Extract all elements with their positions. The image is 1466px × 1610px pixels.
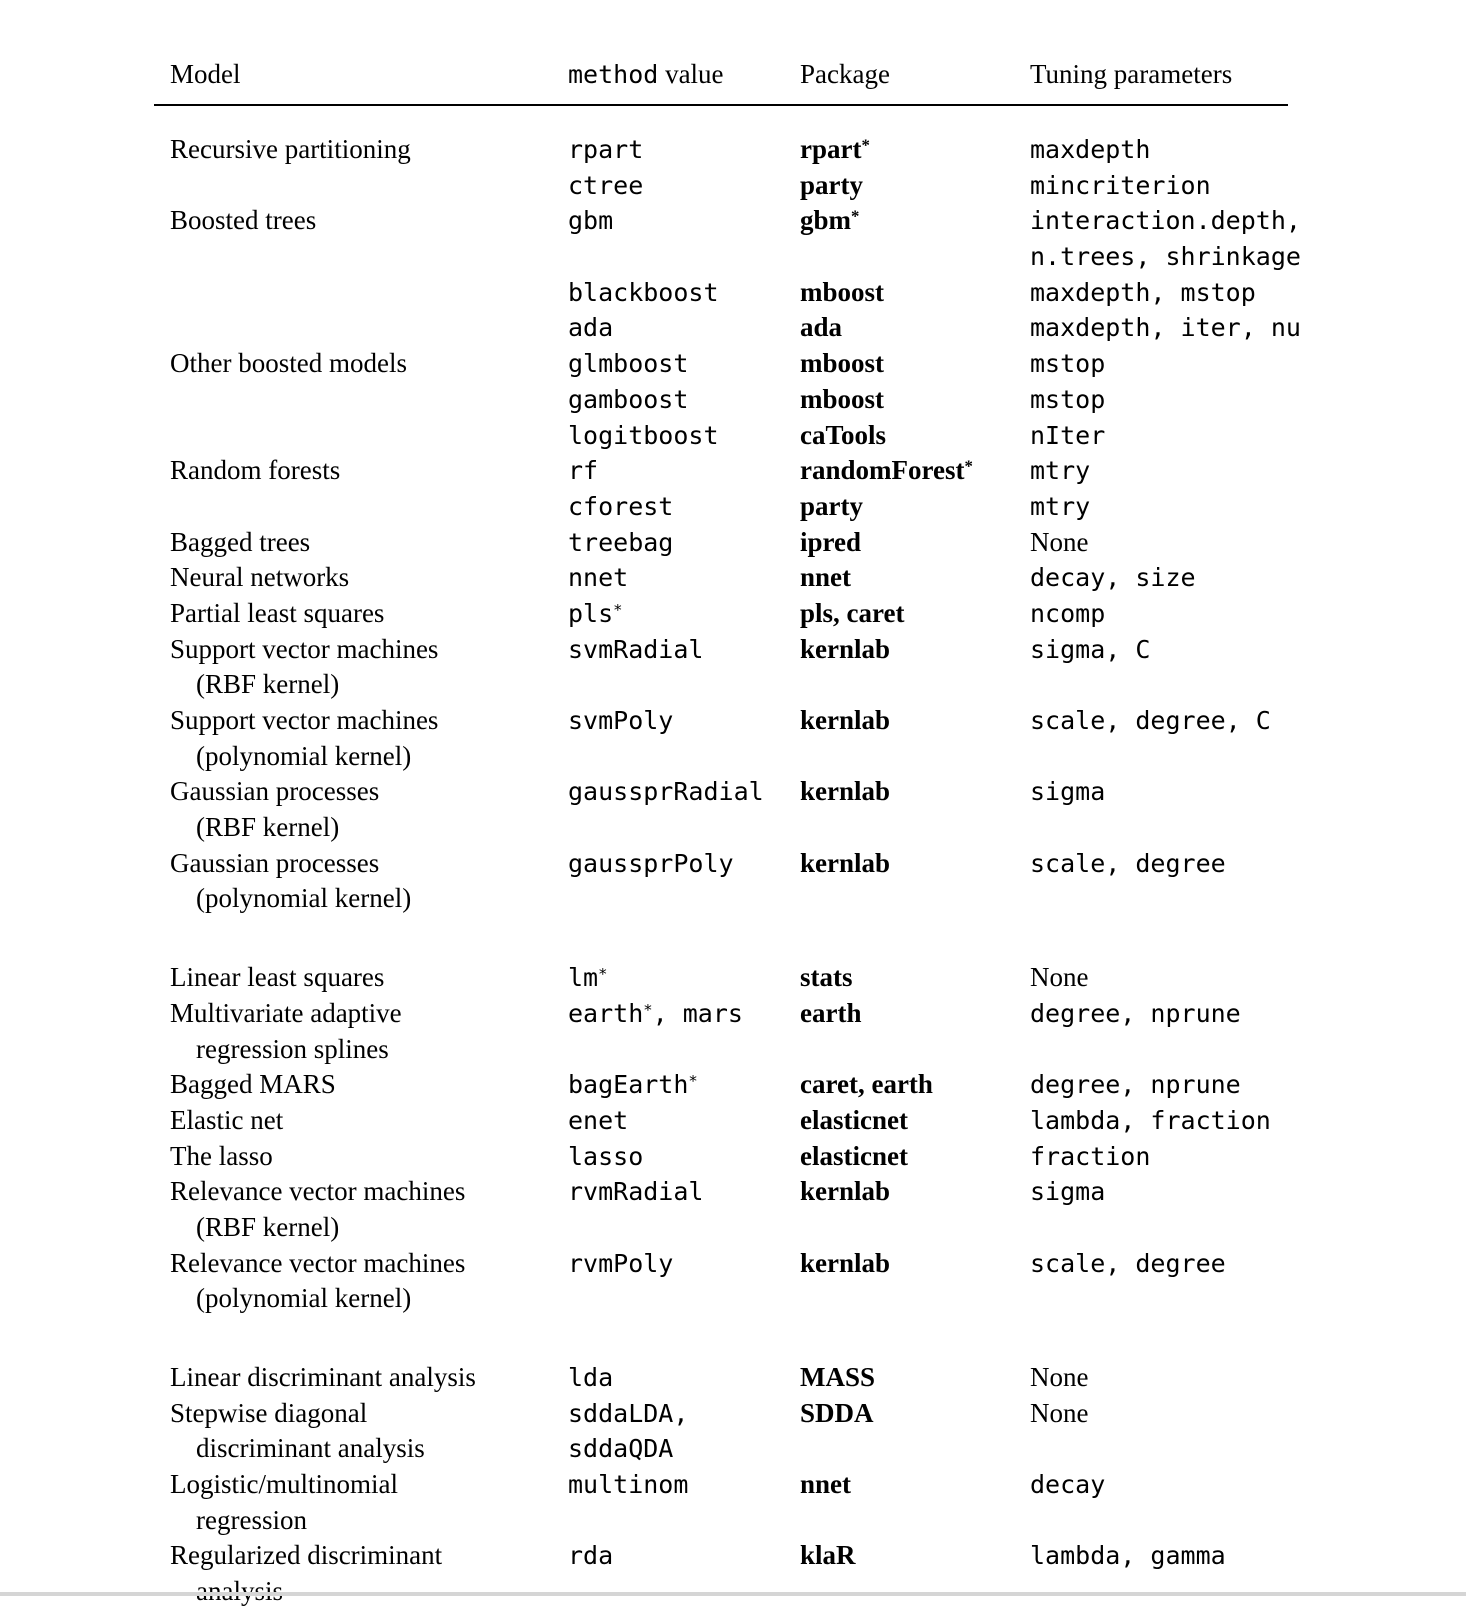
tuning-line: None	[1030, 1397, 1089, 1428]
package-line: randomForest*	[800, 455, 973, 486]
table-row	[170, 1067, 1466, 1103]
package-cell	[800, 1139, 1030, 1175]
model-cell	[170, 846, 568, 917]
package-line: party	[800, 169, 863, 200]
header-method-mono: method	[568, 60, 659, 89]
method-cell	[568, 774, 800, 845]
model-line: Gaussian processes	[170, 776, 380, 807]
package-cell	[800, 203, 1030, 274]
tuning-cell	[1030, 203, 1460, 274]
model-line: Recursive partitioning	[170, 134, 411, 164]
method-line: sddaQDA	[568, 1434, 674, 1464]
method-cell	[568, 489, 800, 525]
method-line: treebag	[568, 527, 674, 557]
table-row	[170, 632, 1466, 703]
package-cell	[800, 596, 1030, 632]
table-row	[170, 1246, 1466, 1317]
method-cell	[568, 346, 800, 382]
table-row	[170, 703, 1466, 774]
tuning-cell	[1030, 418, 1460, 454]
tuning-line: lambda, gamma	[1030, 1541, 1226, 1571]
method-line: nnet	[568, 563, 629, 593]
method-line: lda	[568, 1363, 614, 1392]
tuning-line: n.trees, shrinkage	[1030, 242, 1301, 272]
tuning-cell	[1030, 996, 1460, 1067]
package-cell	[800, 1067, 1030, 1103]
tuning-line: mtry	[1030, 491, 1091, 521]
package-line: ada	[800, 312, 843, 343]
tuning-line: None	[1030, 1362, 1089, 1392]
tuning-line: ncomp	[1030, 598, 1106, 628]
tuning-line: lambda, fraction	[1030, 1105, 1271, 1135]
method-line: logitboost	[568, 420, 719, 450]
tuning-cell	[1030, 1538, 1460, 1609]
method-line: ada	[568, 313, 614, 343]
tuning-cell	[1030, 275, 1460, 311]
method-line: multinom	[568, 1470, 689, 1500]
model-cell	[170, 275, 568, 311]
model-cell	[170, 453, 568, 489]
table-row	[170, 418, 1466, 454]
table-row	[170, 453, 1466, 489]
package-cell	[800, 1246, 1030, 1317]
method-cell	[568, 1067, 800, 1103]
tuning-line: degree, nprune	[1030, 998, 1241, 1028]
tuning-cell	[1030, 310, 1460, 346]
tuning-cell	[1030, 1139, 1460, 1175]
method-cell	[568, 203, 800, 274]
model-cell	[170, 489, 568, 525]
package-line: kernlab	[800, 847, 891, 878]
table-row	[170, 489, 1466, 525]
method-line: svmPoly	[568, 706, 674, 735]
tuning-cell	[1030, 1103, 1460, 1139]
model-cell	[170, 1246, 568, 1317]
package-line: ipred	[800, 526, 862, 557]
table-row	[170, 275, 1466, 311]
tuning-line: mincriterion	[1030, 170, 1211, 200]
package-line: pls, caret	[800, 597, 905, 628]
model-line: Support vector machines	[170, 705, 439, 735]
package-line: caret, earth	[800, 1069, 933, 1100]
package-line: rpart*	[800, 134, 870, 164]
header-tuning: Tuning parameters	[1030, 59, 1233, 89]
tuning-line: scale, degree	[1030, 848, 1226, 878]
method-cell	[568, 596, 800, 632]
model-cell	[170, 168, 568, 204]
tuning-cell	[1030, 846, 1460, 917]
method-cell	[568, 996, 800, 1067]
method-line: gaussprPoly	[568, 848, 734, 878]
method-cell	[568, 168, 800, 204]
header-method-value	[568, 56, 800, 97]
method-line: gbm	[568, 206, 614, 236]
package-cell	[800, 1396, 1030, 1467]
model-cell	[170, 632, 568, 703]
table-section	[170, 1360, 1466, 1610]
method-cell	[568, 1139, 800, 1175]
model-line: Linear discriminant analysis	[170, 1362, 476, 1392]
package-cell	[800, 489, 1030, 525]
method-cell	[568, 382, 800, 418]
model-cell	[170, 774, 568, 845]
model-cell	[170, 1103, 568, 1139]
model-cell	[170, 132, 568, 168]
table-row	[170, 525, 1466, 561]
package-line: mboost	[800, 348, 885, 379]
tuning-line: mtry	[1030, 456, 1091, 486]
table-row	[170, 596, 1466, 632]
table-row	[170, 1467, 1466, 1538]
method-cell	[568, 1360, 800, 1396]
tuning-line: degree, nprune	[1030, 1070, 1241, 1100]
method-cell	[568, 632, 800, 703]
model-line: (RBF kernel)	[196, 1211, 340, 1242]
package-cell	[800, 560, 1030, 596]
package-cell	[800, 1103, 1030, 1139]
table-section	[170, 960, 1466, 1317]
package-line: kernlab	[800, 705, 891, 735]
model-cell	[170, 310, 568, 346]
tuning-cell	[1030, 703, 1460, 774]
package-cell	[800, 132, 1030, 168]
method-cell	[568, 275, 800, 311]
tuning-line: decay, size	[1030, 563, 1196, 593]
package-line: nnet	[800, 562, 852, 593]
package-cell	[800, 346, 1030, 382]
model-line: regression	[196, 1504, 307, 1535]
package-cell	[800, 310, 1030, 346]
model-cell	[170, 203, 568, 274]
table-row	[170, 1174, 1466, 1245]
package-line: stats	[800, 962, 853, 993]
table-row	[170, 774, 1466, 845]
package-line: mboost	[800, 383, 885, 414]
package-line: earth	[800, 997, 862, 1028]
method-cell	[568, 560, 800, 596]
method-cell	[568, 453, 800, 489]
model-line: Multivariate adaptive	[170, 997, 402, 1028]
method-line: cforest	[568, 491, 674, 521]
table-row	[170, 1538, 1466, 1609]
package-cell	[800, 382, 1030, 418]
package-cell	[800, 703, 1030, 774]
model-line: Random forests	[170, 455, 341, 486]
method-cell	[568, 1246, 800, 1317]
model-cell	[170, 1067, 568, 1103]
package-line: klaR	[800, 1540, 856, 1571]
package-line: caTools	[800, 419, 887, 450]
model-cell	[170, 703, 568, 774]
model-cell	[170, 1396, 568, 1467]
tuning-line: mstop	[1030, 384, 1106, 414]
tuning-line: maxdepth, iter, nu	[1030, 313, 1301, 343]
method-cell	[568, 846, 800, 917]
method-line: earth*, mars	[568, 998, 743, 1028]
asterisk-marker: *	[688, 1072, 698, 1091]
model-line: Logistic/multinomial	[170, 1469, 398, 1500]
header-model: Model	[170, 59, 241, 89]
table-row	[170, 382, 1466, 418]
model-line: Bagged trees	[170, 526, 311, 557]
model-cell	[170, 1174, 568, 1245]
method-line: svmRadial	[568, 634, 704, 664]
package-cell	[800, 418, 1030, 454]
package-line: mboost	[800, 276, 885, 307]
method-line: rvmRadial	[568, 1177, 704, 1207]
table-row	[170, 310, 1466, 346]
method-cell	[568, 1538, 800, 1609]
table-row	[170, 846, 1466, 917]
model-line: (RBF kernel)	[196, 812, 340, 843]
package-cell	[800, 632, 1030, 703]
method-line: ctree	[568, 170, 644, 200]
package-cell	[800, 275, 1030, 311]
tuning-cell	[1030, 489, 1460, 525]
method-line: blackboost	[568, 277, 719, 307]
tuning-cell	[1030, 453, 1460, 489]
tuning-cell	[1030, 132, 1460, 168]
asterisk-marker: *	[861, 135, 870, 155]
model-line: Elastic net	[170, 1104, 284, 1135]
method-cell	[568, 132, 800, 168]
tuning-cell	[1030, 1067, 1460, 1103]
package-line: party	[800, 490, 863, 521]
package-cell	[800, 846, 1030, 917]
tuning-line: fraction	[1030, 1141, 1151, 1171]
table-row	[170, 168, 1466, 204]
model-cell	[170, 382, 568, 418]
model-cell	[170, 960, 568, 996]
table-row	[170, 1360, 1466, 1396]
method-line: lasso	[568, 1141, 644, 1171]
tuning-line: nIter	[1030, 420, 1106, 450]
method-line: enet	[568, 1105, 629, 1135]
package-cell	[800, 996, 1030, 1067]
asterisk-marker: *	[851, 206, 860, 226]
package-cell	[800, 774, 1030, 845]
tuning-cell	[1030, 1174, 1460, 1245]
method-cell	[568, 525, 800, 561]
package-line: kernlab	[800, 1247, 891, 1278]
asterisk-marker: *	[643, 1000, 653, 1019]
package-cell	[800, 1360, 1030, 1396]
package-line: SDDA	[800, 1397, 874, 1428]
tuning-cell	[1030, 560, 1460, 596]
model-cell	[170, 596, 568, 632]
method-cell	[568, 310, 800, 346]
tuning-cell	[1030, 596, 1460, 632]
tuning-line: maxdepth, mstop	[1030, 277, 1256, 307]
tuning-cell	[1030, 1396, 1460, 1467]
method-line: rda	[568, 1541, 614, 1571]
table-section	[170, 132, 1466, 917]
model-line: regression splines	[196, 1033, 389, 1064]
model-line: Linear least squares	[170, 962, 385, 993]
method-cell	[568, 960, 800, 996]
package-cell	[800, 1538, 1030, 1609]
model-line: Relevance vector machines	[170, 1247, 466, 1278]
table-row	[170, 996, 1466, 1067]
tuning-line: interaction.depth,	[1030, 206, 1301, 236]
table-row	[170, 560, 1466, 596]
model-line: The lasso	[170, 1140, 273, 1171]
tuning-cell	[1030, 346, 1460, 382]
model-line: Stepwise diagonal	[170, 1397, 368, 1428]
model-line: Neural networks	[170, 562, 350, 593]
tuning-line: decay	[1030, 1470, 1106, 1500]
model-cell	[170, 560, 568, 596]
tuning-line: maxdepth	[1030, 135, 1151, 164]
tuning-cell	[1030, 382, 1460, 418]
table-header	[170, 56, 1466, 97]
model-line: (polynomial kernel)	[196, 883, 412, 914]
model-cell	[170, 1139, 568, 1175]
method-line: gaussprRadial	[568, 777, 764, 807]
asterisk-marker: *	[598, 965, 608, 984]
method-cell	[568, 703, 800, 774]
header-rule	[154, 104, 1288, 106]
model-line: (polynomial kernel)	[196, 740, 412, 771]
model-line: Gaussian processes	[170, 847, 380, 878]
method-line: glmboost	[568, 349, 689, 379]
model-cell	[170, 1467, 568, 1538]
header-package: Package	[800, 59, 890, 89]
tuning-cell	[1030, 774, 1460, 845]
model-cell	[170, 418, 568, 454]
model-line: Regularized discriminant	[170, 1540, 443, 1571]
method-line: sddaLDA,	[568, 1398, 689, 1428]
model-line: Partial least squares	[170, 597, 385, 628]
method-line: rpart	[568, 135, 644, 164]
tuning-line: scale, degree, C	[1030, 706, 1271, 735]
model-line: Boosted trees	[170, 205, 317, 236]
table-row	[170, 132, 1466, 168]
method-line: pls*	[568, 598, 623, 628]
tuning-line: None	[1030, 962, 1089, 993]
header-method-rest: value	[658, 59, 724, 89]
tuning-line: sigma	[1030, 1177, 1106, 1207]
method-cell	[568, 1103, 800, 1139]
package-line: kernlab	[800, 633, 891, 664]
package-cell	[800, 168, 1030, 204]
model-cell	[170, 525, 568, 561]
tuning-cell	[1030, 1246, 1460, 1317]
method-cell	[568, 1174, 800, 1245]
package-line: elasticnet	[800, 1140, 908, 1171]
tuning-cell	[1030, 168, 1460, 204]
model-line: (RBF kernel)	[196, 669, 340, 700]
package-cell	[800, 1174, 1030, 1245]
tuning-line: sigma, C	[1030, 634, 1151, 664]
model-cell	[170, 346, 568, 382]
tuning-cell	[1030, 632, 1460, 703]
package-cell	[800, 453, 1030, 489]
page-edge-divider	[0, 1592, 1466, 1596]
tuning-line: None	[1030, 526, 1089, 557]
tuning-cell	[1030, 1360, 1460, 1396]
table-row	[170, 346, 1466, 382]
model-line: Support vector machines	[170, 633, 439, 664]
package-cell	[800, 1467, 1030, 1538]
model-cell	[170, 1538, 568, 1609]
asterisk-marker: *	[613, 600, 623, 619]
model-cell	[170, 1360, 568, 1396]
method-line: rvmPoly	[568, 1248, 674, 1278]
model-line: (polynomial kernel)	[196, 1283, 412, 1314]
tuning-cell	[1030, 525, 1460, 561]
package-line: kernlab	[800, 776, 891, 807]
package-line: nnet	[800, 1469, 852, 1500]
package-line: gbm*	[800, 205, 860, 236]
table-row	[170, 203, 1466, 274]
table-row	[170, 1139, 1466, 1175]
table-body	[170, 132, 1466, 1610]
tuning-line: scale, degree	[1030, 1248, 1226, 1278]
package-line: kernlab	[800, 1176, 891, 1207]
model-line: Bagged MARS	[170, 1069, 336, 1100]
method-cell	[568, 418, 800, 454]
asterisk-marker: *	[964, 456, 973, 476]
tuning-line: sigma	[1030, 777, 1106, 807]
method-line: gamboost	[568, 384, 689, 414]
tuning-cell	[1030, 1467, 1460, 1538]
method-line: rf	[568, 456, 599, 486]
method-line: bagEarth*	[568, 1070, 698, 1100]
model-line: discriminant analysis	[196, 1433, 425, 1464]
model-line: Relevance vector machines	[170, 1176, 466, 1207]
package-cell	[800, 525, 1030, 561]
table-row	[170, 1103, 1466, 1139]
model-cell	[170, 996, 568, 1067]
package-cell	[800, 960, 1030, 996]
table-row	[170, 1396, 1466, 1467]
table-row	[170, 960, 1466, 996]
tuning-line: mstop	[1030, 349, 1106, 379]
method-line: lm*	[568, 963, 608, 993]
method-cell	[568, 1396, 800, 1467]
package-line: elasticnet	[800, 1104, 908, 1135]
model-line: Other boosted models	[170, 348, 407, 379]
tuning-cell	[1030, 960, 1460, 996]
package-line: MASS	[800, 1362, 876, 1392]
method-cell	[568, 1467, 800, 1538]
